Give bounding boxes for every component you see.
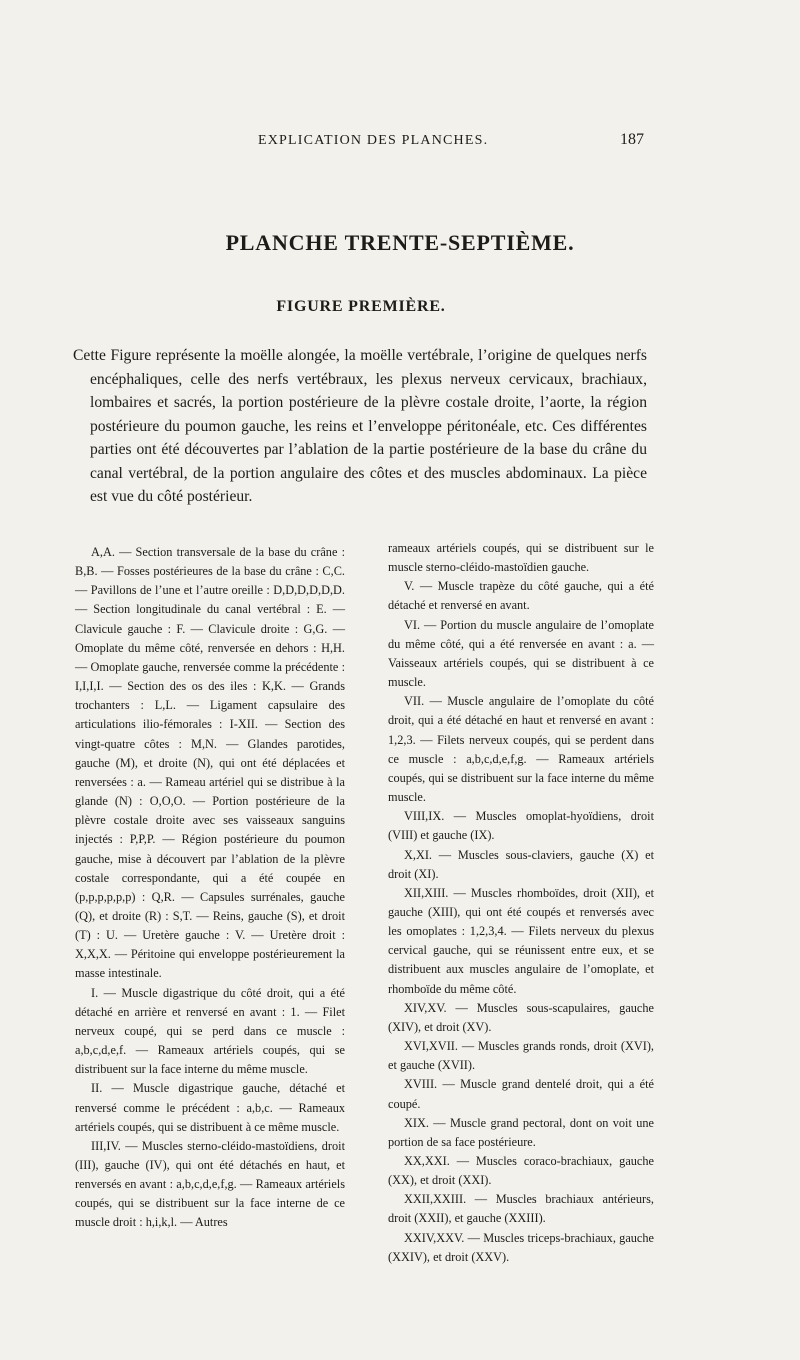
- legend-paragraph: II. — Muscle digastrique gauche, détaché et renversé comme le précédent : a,b,c. — Rameaux artériels coupés, qui se distribuent à ce même muscle.: [75, 1081, 345, 1134]
- legend-paragraph: X,XI. — Muscles sous-claviers, gauche (X) et droit (XI).: [388, 847, 654, 881]
- legend-paragraph: III,IV. — Muscles sterno-cléido-mastoïdiens, droit (III), gauche (IV), qui ont été détachés en haut, et renversés en avant : a,b,c,d,e,f,g. — Rameaux artériels coupés, qui se distribuent sur la face interne de ce muscle droit : h,i,k,l. — Autres: [75, 1138, 345, 1230]
- legend-paragraph: XX,XXI. — Muscles coraco-brachiaux, gauche (XX), et droit (XXI).: [388, 1154, 654, 1188]
- legend-paragraph: XVI,XVII. — Muscles grands ronds, droit (XVI), et gauche (XVII).: [388, 1039, 654, 1073]
- legend-paragraph: XIV,XV. — Muscles sous-scapulaires, gauche (XIV), et droit (XV).: [388, 1000, 654, 1034]
- plate-title: PLANCHE TRENTE-SEPTIÈME.: [225, 230, 575, 255]
- legend-paragraph: XIX. — Muscle grand pectoral, dont on voit une portion de sa face postérieure.: [388, 1115, 654, 1149]
- legend-paragraph-continuation: rameaux artériels coupés, qui se distribuent sur le muscle sterno-cléido-mastoïdien gauche.: [388, 541, 654, 575]
- running-head: EXPLICATION DES PLANCHES.: [258, 133, 489, 148]
- legend-paragraph: VI. — Portion du muscle angulaire de l’omoplate du même côté, qui a été renversée en avant : a. — Vaisseaux artériels coupés, qui se distribuent à ce muscle.: [388, 617, 654, 690]
- legend-paragraph: A,A. — Section transversale de la base du crâne : B,B. — Fosses postérieures de la base du crâne : C,C. — Pavillons de l’une et l’autre oreille : D,D,D,D,D,D. — Section longitudinale du canal vertébral : E. — Clavicule gauche : F. — Clavicule droite : G,G. — Omoplate du même côté, renversée en dehors : H,H. — Omoplate gauche, renversée comme la précédente : I,I,I,I. — Section des os des iles : K,K. — Grands trochanters : L,L. — Ligament capsulaire des articulations ilio-fémorales : I-XII. — Section des vingt-quatre côtes : M,N. — Glandes parotides, gauche (M), et droite (N), qui ont été déplacées et renversées : a. — Rameau artériel qui se distribue à la glande (N) : O,O,O. — Portion postérieure de la plèvre costale droite avec ses vaisseaux sanguins injectés : P,P,P. — Région postérieure du poumon gauche, mise à découvert par l’ablation de la plèvre costale correspondante, qui a été coupée en (p,p,p,p,p,p) : Q,R. — Capsules surrénales, gauche (Q), et droite (R) : S,T. — Reins, gauche (S), et droit (T) : U. — Uretère gauche : V. — Uretère droit : X,X,X. — Péritoine qui enveloppe postérieurement la masse intestinale.: [75, 545, 345, 981]
- legend-paragraph: XXIV,XXV. — Muscles triceps-brachiaux, gauche (XXIV), et droit (XXV).: [388, 1230, 654, 1264]
- legend-paragraph: VII. — Muscle angulaire de l’omoplate du côté droit, qui a été détaché en haut et renversé en avant : 1,2,3. — Filets nerveux coupés, qui se perdent dans ce muscle : a,b,c,d,e,f,g. — Rameaux artériels coupés, qui se distribuent sur la face interne du même muscle.: [388, 694, 654, 805]
- legend-paragraph: XVIII. — Muscle grand dentelé droit, qui a été coupé.: [388, 1077, 654, 1111]
- legend-paragraph: VIII,IX. — Muscles omoplat-hyoïdiens, droit (VIII) et gauche (IX).: [388, 809, 654, 843]
- legend-paragraph: XII,XIII. — Muscles rhomboïdes, droit (XII), et gauche (XIII), qui ont été coupés et renversés avec les omoplates : 1,2,3,4. — Filets nerveux du plexus cervical gauche, qui se réunissent entre eux, et se distribuent aux muscles angulaire de l’omoplate, et rhomboïde du même côté.: [388, 885, 654, 996]
- page-number: 187: [620, 131, 644, 148]
- legend-paragraph: V. — Muscle trapèze du côté gauche, qui a été détaché et renversé en avant.: [388, 579, 654, 613]
- legend-paragraph: I. — Muscle digastrique du côté droit, qui a été détaché en arrière et renversé en avant : 1. — Filet nerveux coupé, qui se perd dans ce muscle : a,b,c,d,e,f. — Rameaux artériels coupés, qui se distribuent sur la face interne du même muscle.: [75, 985, 345, 1077]
- right-column: [388, 539, 654, 1267]
- figure-title: FIGURE PREMIÈRE.: [276, 298, 446, 315]
- intro-paragraph-block: [73, 344, 647, 509]
- left-column: [75, 543, 345, 1233]
- legend-paragraph: XXII,XXIII. — Muscles brachiaux antérieurs, droit (XXII), et gauche (XXIII).: [388, 1192, 654, 1226]
- intro-paragraph: Cette Figure représente la moëlle alongée, la moëlle vertébrale, l’origine de quelques nerfs encéphaliques, celle des nerfs vertébraux, les plexus nerveux cervicaux, brachiaux, lombaires et sacrés, la portion postérieure de la plèvre costale droite, l’aorte, la région postérieure du poumon gauche, les reins et l’enveloppe péritonéale, etc. Ces différentes parties ont été découvertes par l’ablation de la partie postérieure de la base du crâne du canal vertébral, de la portion angulaire des côtes et des muscles abdominaux. La pièce est vue du côté postérieur.: [73, 347, 647, 505]
